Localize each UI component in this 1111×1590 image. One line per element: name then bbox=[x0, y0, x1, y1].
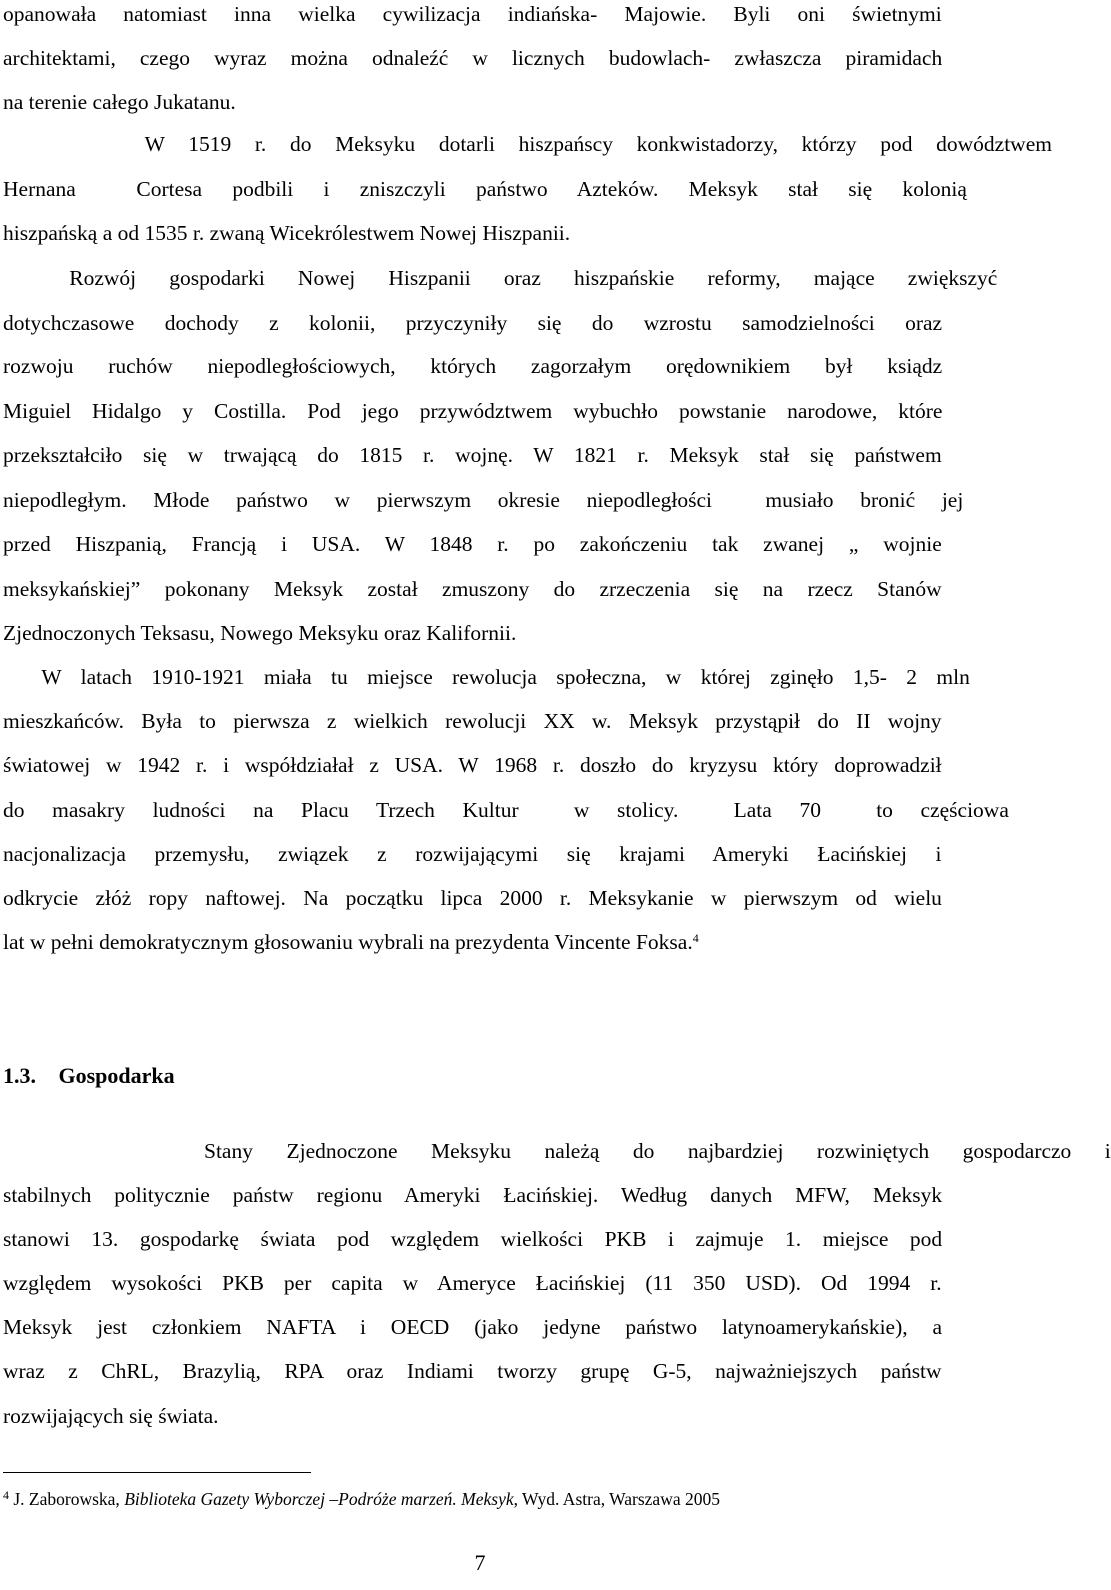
section-number: 1.3. bbox=[3, 1063, 36, 1088]
section-line: Stany Zjednoczone Meksyku należą do najbardziej rozwiniętych gospodarczo i bbox=[3, 1139, 1111, 1163]
footnote-prefix: J. Zaborowska, bbox=[9, 1489, 125, 1509]
body-line: światowej w 1942 r. i współdziałał z USA. W 1968 r. doszło do kryzysu który doprowadził bbox=[3, 753, 942, 777]
body-line: W 1519 r. do Meksyku dotarli hiszpańscy konkwistadorzy, którzy pod dowództwem bbox=[3, 132, 1052, 156]
footnote-suffix: , Wyd. Astra, Warszawa 2005 bbox=[513, 1489, 720, 1509]
body-line: przed Hiszpanią, Francją i USA. W 1848 r. po zakończeniu tak zwanej „ wojnie bbox=[3, 532, 942, 556]
body-line: opanowała natomiast inna wielka cywilizacja indiańska- Majowie. Byli oni świetnymi bbox=[3, 2, 942, 26]
body-line: Hernana Cortesa podbili i zniszczyli państwo Azteków. Meksyk stał się kolonią bbox=[3, 177, 967, 201]
body-line: Zjednoczonych Teksasu, Nowego Meksyku oraz Kalifornii. bbox=[3, 621, 517, 645]
section-line: stabilnych politycznie państw regionu Ameryki Łacińskiej. Według danych MFW, Meksyk bbox=[3, 1183, 943, 1207]
body-line: przekształciło się w trwającą do 1815 r. wojnę. W 1821 r. Meksyk stał się państwem bbox=[3, 443, 942, 467]
section-title: Gospodarka bbox=[58, 1063, 175, 1088]
body-line: lat w pełni demokratycznym głosowaniu wybrali na prezydenta Vincente Foksa.$^4$ bbox=[3, 930, 699, 954]
section-line: Meksyk jest członkiem NAFTA i OECD (jako jedyne państwo latynoamerykańskie), a bbox=[3, 1315, 943, 1339]
section-line: stanowi 13. gospodarkę świata pod względem wielkości PKB i zajmuje 1. miejsce pod bbox=[3, 1227, 943, 1251]
footnote-separator bbox=[3, 1472, 311, 1473]
body-line: dotychczasowe dochody z kolonii, przyczyniły się do wzrostu samodzielności oraz bbox=[3, 311, 943, 335]
footnote-italic-title: Biblioteka Gazety Wyborczej –Podróże marzeń. Meksyk bbox=[124, 1489, 514, 1509]
footnote bbox=[3, 1487, 720, 1511]
body-line: nacjonalizacja przemysłu, związek z rozwijającymi się krajami Ameryki Łacińskiej i bbox=[3, 842, 942, 866]
section-line: wraz z ChRL, Brazylią, RPA oraz Indiami tworzy grupę G-5, najważniejszych państw bbox=[3, 1359, 942, 1383]
footnote-marker: 4 bbox=[3, 1488, 9, 1502]
body-line: W latach 1910-1921 miała tu miejsce rewolucja społeczna, w której zginęło 1,5- 2 mln bbox=[3, 665, 970, 689]
footnote-reference: 4 bbox=[692, 931, 699, 945]
section-line: względem wysokości PKB per capita w Ameryce Łacińskiej (11 350 USD). Od 1994 r. bbox=[3, 1271, 942, 1295]
body-line: odkrycie złóż ropy naftowej. Na początku lipca 2000 r. Meksykanie w pierwszym od wielu bbox=[3, 886, 942, 910]
body-line: meksykańskiej” pokonany Meksyk został zmuszony do zrzeczenia się na rzecz Stanów bbox=[3, 577, 942, 601]
body-line: mieszkańców. Była to pierwsza z wielkich rewolucji XX w. Meksyk przystąpił do II wojny bbox=[3, 709, 942, 733]
page-number: 7 bbox=[474, 1550, 486, 1575]
body-line: niepodległym. Młode państwo w pierwszym okresie niepodległości musiało bronić jej bbox=[3, 488, 964, 512]
section-line: rozwijających się świata. bbox=[3, 1404, 219, 1428]
body-line: do masakry ludności na Placu Trzech Kultur w stolicy. Lata 70 to częściowa bbox=[3, 798, 1009, 822]
body-line: architektami, czego wyraz można odnaleźć w licznych budowlach- zwłaszcza piramidach bbox=[3, 46, 943, 70]
section-heading bbox=[3, 1061, 175, 1091]
body-line: Rozwój gospodarki Nowej Hiszpanii oraz hiszpańskie reformy, mające zwiększyć bbox=[3, 266, 998, 290]
body-line: Miguiel Hidalgo y Costilla. Pod jego przywództwem wybuchło powstanie narodowe, które bbox=[3, 399, 943, 423]
body-line: hiszpańską a od 1535 r. zwaną Wicekrólestwem Nowej Hiszpanii. bbox=[3, 221, 571, 245]
body-line: na terenie całego Jukatanu. bbox=[3, 90, 236, 114]
body-line: rozwoju ruchów niepodległościowych, których zagorzałym orędownikiem był ksiądz bbox=[3, 354, 943, 378]
